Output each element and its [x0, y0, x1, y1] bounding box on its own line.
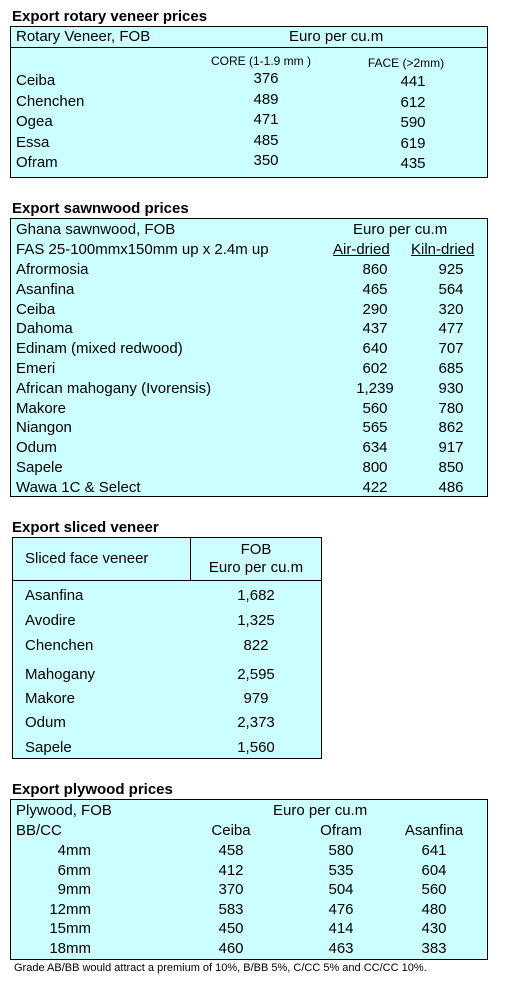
plywood-col-ceiba: Ceiba — [211, 822, 251, 839]
rotary-section-title: Export rotary veneer prices — [12, 8, 208, 25]
species-name: Sapele — [16, 459, 63, 476]
species-name: Ceiba — [16, 300, 56, 318]
ceiba-price: 412 — [218, 861, 244, 879]
kiln-dried-price: 564 — [438, 280, 464, 298]
core-price: 485 — [253, 131, 279, 149]
air-dried-price: 634 — [362, 439, 388, 457]
kiln-dried-price: 477 — [438, 320, 464, 338]
air-dried-price: 560 — [362, 399, 388, 417]
sawn-header-label: Ghana sawnwood, FOB — [16, 221, 176, 238]
sliced-price: 1,325 — [237, 612, 275, 629]
air-dried-price: 422 — [362, 478, 388, 496]
species-name: Makore — [25, 690, 76, 707]
plywood-table — [10, 799, 488, 960]
species-name: Avodire — [25, 612, 76, 629]
kiln-dried-price: 850 — [438, 459, 464, 476]
species-name: Odum — [16, 439, 57, 457]
thickness: 15mm — [49, 920, 91, 938]
sliced-price: 2,595 — [237, 666, 275, 683]
sawnwood-table — [10, 218, 488, 497]
ofram-price: 463 — [328, 940, 354, 957]
species-name: Edinam (mixed redwood) — [16, 340, 183, 358]
species-name: Sapele — [25, 739, 72, 756]
asanfina-price: 430 — [421, 920, 447, 938]
species-name: Wawa 1C & Select — [16, 478, 141, 496]
kiln-dried-price: 685 — [438, 360, 464, 377]
ceiba-price: 370 — [218, 881, 244, 899]
face-price: 612 — [400, 93, 426, 111]
face-price: 619 — [400, 134, 426, 152]
air-dried-price: 640 — [362, 340, 388, 358]
species-name: Emeri — [16, 360, 56, 377]
sliced-price: 1,682 — [237, 587, 275, 604]
rotary-header-label: Rotary Veneer, FOB — [16, 28, 151, 45]
ofram-price: 476 — [328, 900, 354, 918]
kiln-dried-price: 930 — [438, 379, 464, 397]
core-price: 471 — [253, 111, 279, 128]
asanfina-price: 641 — [421, 842, 447, 859]
plywood-header-label: Plywood, FOB — [16, 802, 112, 819]
plywood-grade-note: Grade AB/BB would attract a premium of 10%, B/BB 5%, C/CC 5% and CC/CC 10%. — [14, 962, 427, 974]
core-price: 489 — [253, 90, 279, 108]
kiln-dried-price: 320 — [438, 300, 464, 318]
air-dried-price: 290 — [362, 300, 388, 318]
ceiba-price: 583 — [218, 900, 244, 918]
kiln-dried-price: 780 — [438, 399, 464, 417]
species-name: Asanfina — [16, 280, 75, 298]
species-name: Chenchen — [25, 637, 94, 654]
asanfina-price: 383 — [421, 940, 447, 957]
species-name: Afrormosia — [16, 261, 89, 278]
ceiba-price: 460 — [218, 940, 244, 957]
sliced-header-unit: Euro per cu.m — [208, 559, 304, 576]
air-dried-price: 860 — [362, 261, 388, 278]
air-dried-price: 1,239 — [356, 379, 394, 397]
species-name: Niangon — [16, 419, 72, 437]
ofram-price: 504 — [328, 881, 354, 899]
sawn-section-title: Export sawnwood prices — [12, 200, 189, 217]
asanfina-price: 560 — [421, 881, 447, 899]
kiln-dried-price: 917 — [438, 439, 464, 457]
sliced-price: 1,560 — [237, 739, 275, 756]
sawn-spec-label: FAS 25-100mmx150mm up x 2.4m up — [16, 241, 269, 258]
species-name: Makore — [16, 399, 67, 417]
rotary-unit-label: Euro per cu.m — [289, 28, 384, 45]
plywood-col-ofram: Ofram — [320, 822, 362, 839]
table-divider — [11, 47, 487, 48]
core-price: 350 — [253, 152, 279, 169]
species-name: Dahoma — [16, 320, 73, 338]
rotary-col-face: FACE (>2mm) — [367, 56, 445, 70]
sliced-header-label: Sliced face veneer — [25, 550, 149, 567]
sliced-price: 2,373 — [237, 714, 275, 731]
table-divider — [13, 580, 321, 581]
species-name: Mahogany — [25, 666, 96, 683]
sawn-col-air: Air-dried — [333, 241, 390, 258]
sawn-unit-label: Euro per cu.m — [353, 221, 448, 238]
face-price: 590 — [400, 114, 426, 131]
thickness: 6mm — [57, 861, 91, 879]
air-dried-price: 465 — [362, 280, 388, 298]
plywood-grade-label: BB/CC — [16, 822, 62, 839]
species-name: Ogea — [16, 113, 53, 130]
plywood-col-asanfina: Asanfina — [404, 822, 464, 839]
rotary-veneer-table — [10, 26, 488, 178]
thickness: 12mm — [49, 900, 91, 918]
ceiba-price: 450 — [218, 920, 244, 938]
sawn-col-kiln: Kiln-dried — [411, 241, 475, 258]
thickness: 9mm — [57, 881, 91, 899]
sliced-price: 822 — [243, 637, 269, 654]
sliced-section-title: Export sliced veneer — [12, 519, 159, 536]
kiln-dried-price: 486 — [438, 478, 464, 496]
air-dried-price: 565 — [362, 419, 388, 437]
thickness: 18mm — [49, 940, 91, 957]
species-name: Odum — [25, 714, 66, 731]
kiln-dried-price: 707 — [438, 340, 464, 358]
kiln-dried-price: 862 — [438, 419, 464, 437]
air-dried-price: 437 — [362, 320, 388, 338]
species-name: Ceiba — [16, 72, 56, 89]
species-name: Ofram — [16, 154, 58, 171]
face-price: 441 — [400, 73, 426, 90]
ofram-price: 580 — [328, 842, 354, 859]
air-dried-price: 602 — [362, 360, 388, 377]
kiln-dried-price: 925 — [438, 261, 464, 278]
core-price: 376 — [253, 70, 279, 87]
ofram-price: 414 — [328, 920, 354, 938]
asanfina-price: 480 — [421, 900, 447, 918]
rotary-col-core: CORE (1-1.9 mm ) — [210, 54, 311, 68]
face-price: 435 — [400, 155, 426, 172]
sliced-price: 979 — [243, 690, 269, 707]
species-name: Chenchen — [16, 92, 85, 110]
plywood-section-title: Export plywood prices — [12, 781, 173, 798]
species-name: Essa — [16, 133, 50, 151]
ofram-price: 535 — [328, 861, 354, 879]
plywood-unit-label: Euro per cu.m — [273, 802, 368, 819]
ceiba-price: 458 — [218, 842, 244, 859]
sliced-header-fob: FOB — [240, 541, 272, 558]
air-dried-price: 800 — [362, 459, 388, 476]
asanfina-price: 604 — [421, 861, 447, 879]
thickness: 4mm — [57, 842, 91, 859]
species-name: African mahogany (Ivorensis) — [16, 379, 212, 397]
sliced-veneer-table — [12, 537, 322, 759]
species-name: Asanfina — [25, 587, 84, 604]
